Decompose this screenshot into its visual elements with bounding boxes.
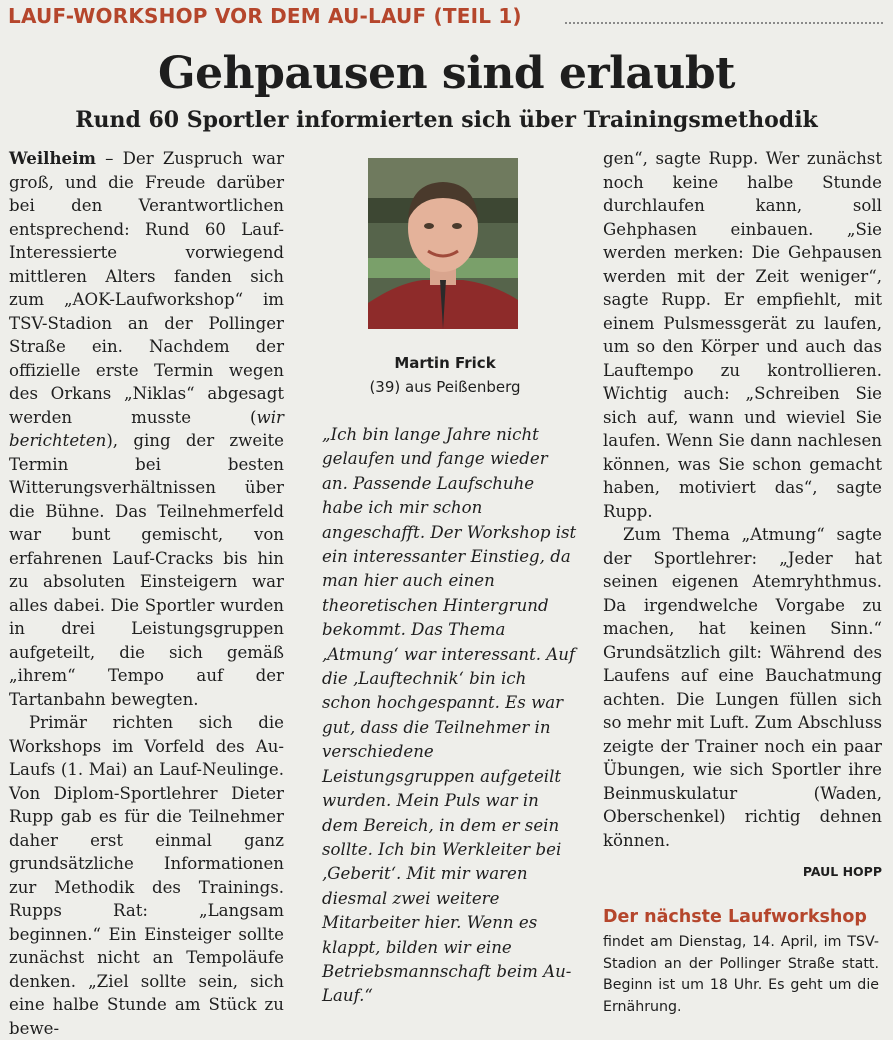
author-byline: PAUL HOPP bbox=[802, 864, 882, 879]
portrait-origin: (39) aus Peißenberg bbox=[369, 378, 521, 396]
paragraph-text: – Der Zuspruch war groß, und die Freude darüber bei den Verantwortlichen entsprechend: Rund 60 Lauf-Interessierte vorwiegend mittleren Alters fanden sich zum „AOK-Laufworkshop“ im TSV-Stadion an der Pollinger Straße ein. Nachdem der offizielle erste Termin wegen des Orkans „Niklas“ abgesagt werden musste ( bbox=[9, 149, 284, 427]
subheadline: Rund 60 Sportler informierten sich über Trainingsmethodik bbox=[75, 107, 818, 133]
portrait-name: Martin Frick bbox=[394, 354, 496, 372]
info-box-title: Der nächste Laufworkshop bbox=[603, 907, 867, 927]
paragraph-text: ), ging der zweite Termin bei besten Witterungsverhältnissen über die Bühne. Das Teilnehmerfeld war bunt gemischt, von erfahrenen Lauf-Cracks bis hin zu absoluten Einsteigern war alles dabei. Die Sportler wurden in drei Leistungsgruppen aufgeteilt, die sich gemäß „ihrem“ Tempo auf der Tartanbahn bewegten. bbox=[9, 431, 284, 709]
article-paragraph: Zum Thema „Atmung“ sagte der Sportlehrer: „Jeder hat seinen eigenen Atemryhthmus. Da irgendwelche Vorgabe zu machen, hat keinen Sinn.“ Grundsätzlich gilt: Während des Laufens auf eine Bauchatmung achten. Die Lungen füllen sich so mehr mit Luft. Zum Abschluss zeigte der Trainer noch ein paar Übungen, wie sich Sportler ihre Beinmuskulatur (Waden, Oberschenkel) richtig dehnen können. bbox=[603, 525, 882, 850]
article-paragraph: Primär richten sich die Workshops im Vorfeld des Au-Laufs (1. Mai) an Lauf-Neulinge. Von Diplom-Sportlehrer Dieter Rupp gab es für die Teilnehmer daher erst einmal ganz grundsätzliche Informationen zur Methodik des Trainings. Rupps Rat: „Langsam beginnen.“ Ein Einsteiger sollte zunächst nicht an Tempoläufe denken. „Ziel sollte sein, sich eine halbe Stunde am Stück zu bewe- bbox=[9, 713, 284, 1038]
dateline: Weilheim bbox=[9, 148, 96, 168]
portrait-photo bbox=[368, 158, 518, 329]
article-paragraph bbox=[9, 147, 284, 711]
article-column-left bbox=[9, 147, 284, 1038]
portrait-quote: „Ich bin lange Jahre nicht gelaufen und fange wieder an. Passende Laufschuhe habe ich mir schon angeschafft. Der Workshop ist ein interessanter Einstieg, da man hier auch einen theoretischen Hintergrund bekommt. Das Thema ‚Atmung‘ war interessant. Auf die ‚Lauftechnik‘ bin ich schon hochgespannt. Es war gut, dass die Teilnehmer in verschiedene Leistungsgruppen aufgeteilt wurden. Mein Puls war in dem Bereich, in dem er sein sollte. Ich bin Werkleiter bei ‚Geberit‘. Mit mir waren diesmal zwei weitere Mitarbeiter hier. Wenn es klappt, bilden wir eine Betriebsmannschaft beim Au-Lauf.“ bbox=[322, 425, 577, 1006]
article-column-right bbox=[603, 147, 882, 892]
article-paragraph: gen“, sagte Rupp. Wer zunächst noch keine halbe Stunde durchlaufen kann, soll Gehphasen einbauen. „Sie werden merken: Die Gehpausen werden mit der Zeit weniger“, sagte Rupp. Er empfiehlt, mit einem Pulsmessgerät zu laufen, um so den Körper und auch das Lauftempo zu kontrollieren. Wichtig auch: „Schreiben Sie sich auf, wann und wieviel Sie laufen. Wenn Sie dann nachlesen können, was Sie schon gemacht haben, motiviert das“, sagte Rupp. bbox=[603, 149, 882, 521]
headline: Gehpausen sind erlaubt bbox=[158, 48, 735, 99]
info-box-text: findet am Dienstag, 14. April, im TSV-Stadion an der Pollinger Straße statt. Beginn ist um 18 Uhr. Es geht um die Ernährung. bbox=[603, 934, 879, 1015]
section-kicker: LAUF-WORKSHOP VOR DEM AU-LAUF (TEIL 1) bbox=[8, 4, 522, 28]
dotted-divider bbox=[565, 22, 883, 24]
italic-note: wir berichteten bbox=[9, 407, 284, 450]
